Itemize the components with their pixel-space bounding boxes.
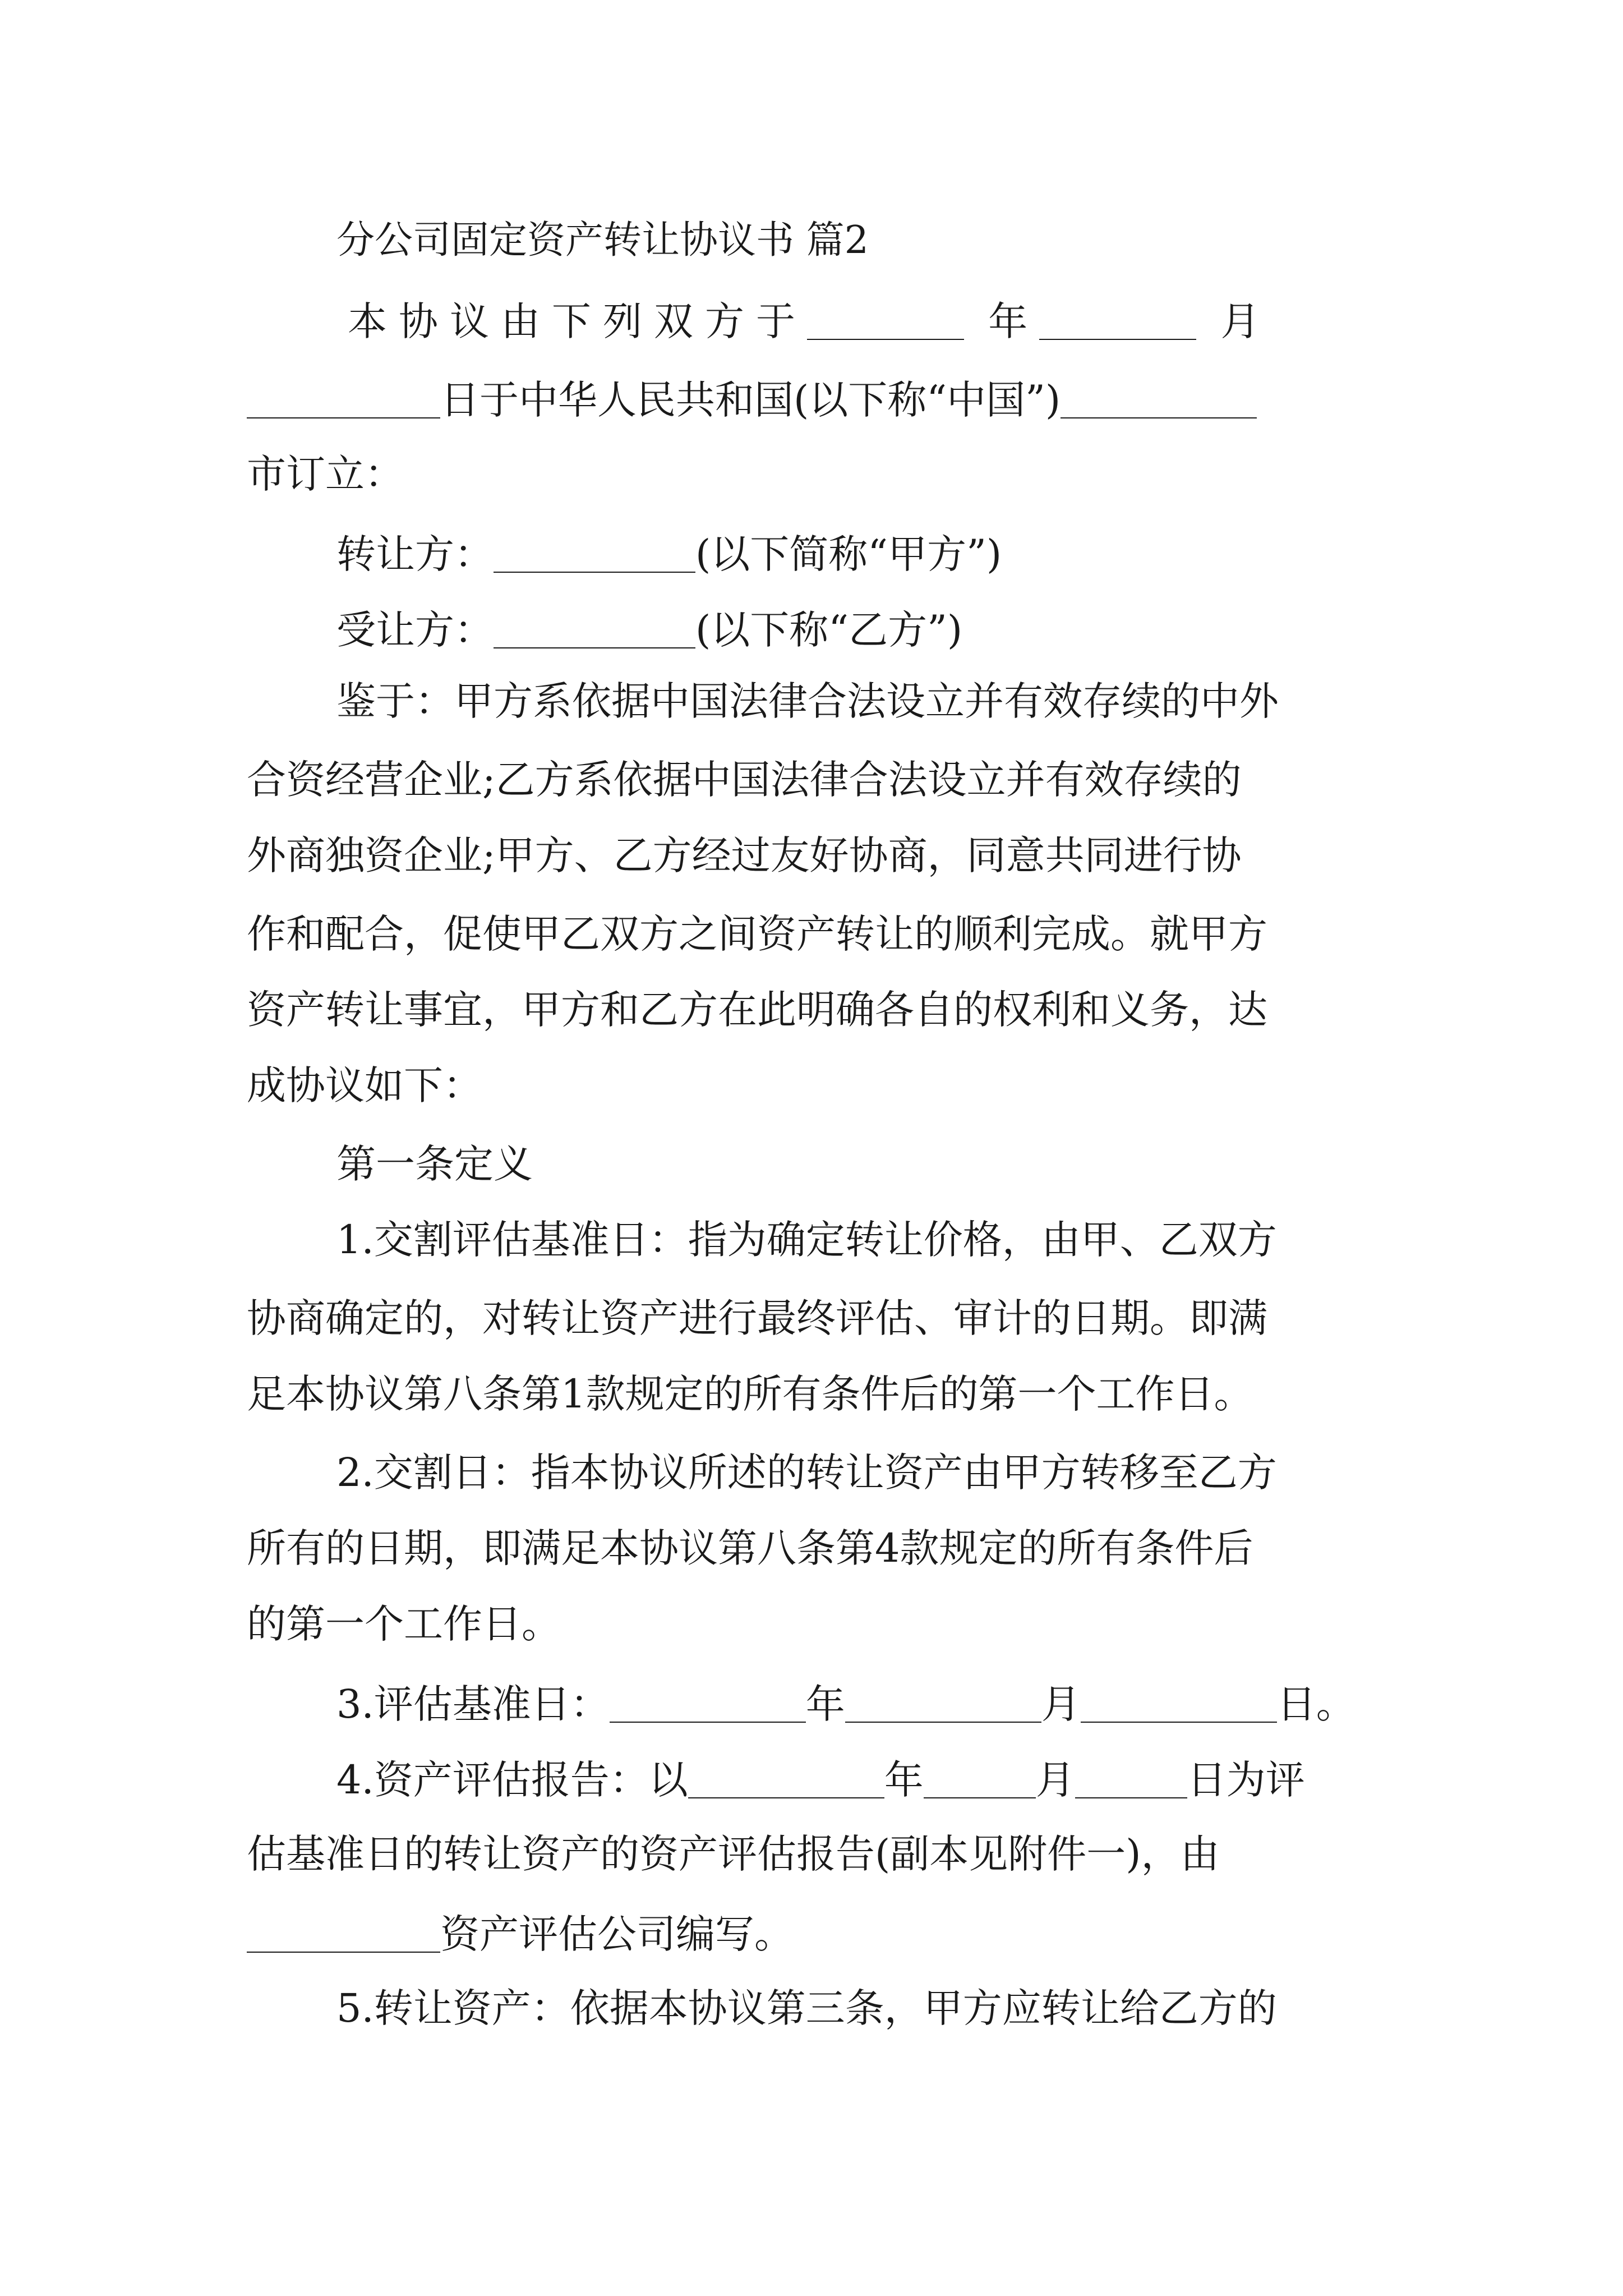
item-4-appraiser-text: 资产评估公司编写。 [440,1911,794,1958]
whereas-line-6: 成协议如下： [247,1062,482,1108]
item-2-line-1: 2.交割日：指本协议所述的转让资产由甲方转移至乙方 [336,1450,1277,1496]
blank-year [807,297,964,340]
intro-month: 月 [1220,298,1272,345]
blank-month [1039,297,1196,340]
item-3-day: 日。 [1276,1681,1355,1728]
item-1-line-1: 1.交割评估基准日：指为确定转让价格，由甲、乙双方 [336,1217,1277,1263]
whereas-line-5: 资产转让事宜，甲方和乙方在此明确各自的权利和义务，达 [247,987,1267,1033]
blank-report-month [924,1756,1036,1798]
item-4-year: 年 [884,1757,924,1803]
blank-eval-year [610,1680,806,1723]
whereas-line-4: 作和配合，促使甲乙双方之间资产转让的顺利完成。就甲方 [247,911,1267,957]
blank-day [247,376,440,418]
intro-text-2: 日于中华人民共和国(以下称“中国”) [440,377,1061,424]
intro-line-3: 市订立： [247,451,404,497]
blank-appraiser [247,1910,440,1953]
intro-text: 本协议由下列双方于 [348,298,807,345]
item-4-month: 月 [1035,1757,1075,1803]
article-1-heading: 第一条定义 [336,1141,533,1187]
item-4-tail: 日为评 [1187,1757,1305,1803]
intro-year: 年 [988,298,1040,345]
item-3-line [336,1680,1355,1728]
blank-transferor [494,530,695,573]
intro-line-2 [247,376,1257,424]
item-4-line-1 [336,1756,1305,1803]
blank-eval-day [1081,1680,1277,1723]
document-title: 分公司固定资产转让协议书 篇2 [336,218,869,263]
transferor-label: 转让方： [336,531,494,578]
whereas-line-2: 合资经营企业;乙方系依据中国法律合法设立并有效存续的 [247,757,1242,803]
whereas-line-1: 鉴于：甲方系依据中国法律合法设立并有效存续的中外 [336,678,1279,724]
intro-line-1 [348,297,1272,345]
item-4-label: 4.资产评估报告：以 [336,1757,688,1803]
whereas-line-3: 外商独资企业;甲方、乙方经过友好协商，同意共同进行协 [247,832,1242,878]
item-3-month: 月 [1041,1681,1081,1728]
transferee-label: 受让方： [336,607,494,654]
item-3-year: 年 [805,1681,845,1728]
blank-transferee [494,606,695,648]
item-1-line-3: 足本协议第八条第1款规定的所有条件后的第一个工作日。 [247,1371,1253,1417]
transferor-line [336,530,1002,578]
item-1-line-2: 协商确定的，对转让资产进行最终评估、审计的日期。即满 [247,1295,1267,1341]
blank-city [1061,376,1257,418]
item-4-line-2: 估基准日的转让资产的资产评估报告(副本见附件一)，由 [247,1831,1220,1877]
blank-eval-month [845,1680,1041,1723]
transferee-suffix: (以下称“乙方”) [695,607,963,654]
item-2-line-3: 的第一个工作日。 [247,1601,561,1647]
blank-report-day [1075,1756,1187,1798]
transferee-line [336,606,963,654]
item-4-line-3 [247,1910,794,1958]
transferor-suffix: (以下简称“甲方”) [695,531,1002,578]
item-2-line-2: 所有的日期，即满足本协议第八条第4款规定的所有条件后 [247,1525,1253,1571]
item-3-label: 3.评估基准日： [336,1681,610,1728]
blank-report-year [688,1756,884,1798]
item-5-line-1: 5.转让资产：依据本协议第三条，甲方应转让给乙方的 [336,1985,1277,2031]
